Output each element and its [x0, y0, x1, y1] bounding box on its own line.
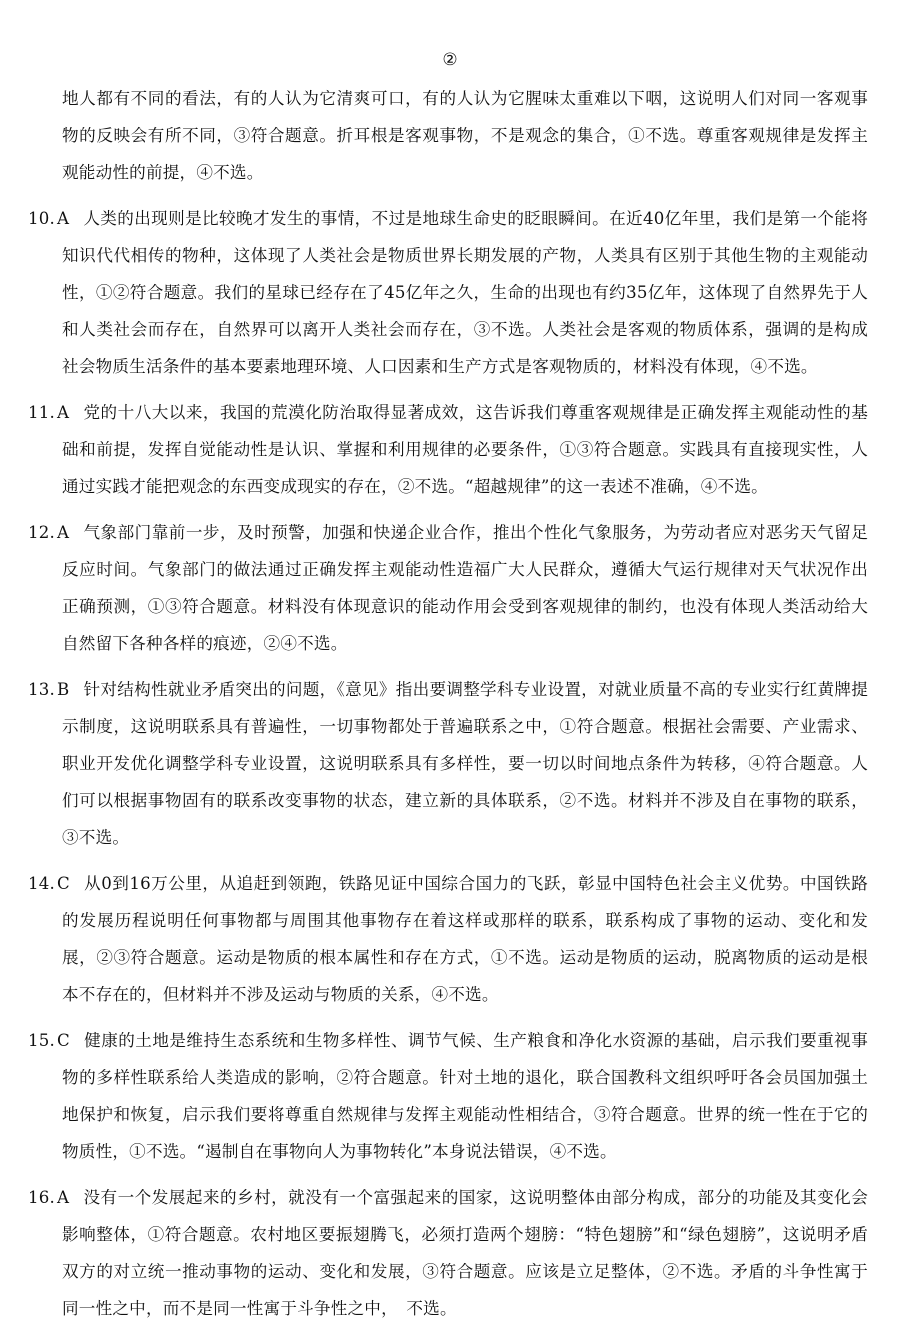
question-number: 10. — [28, 209, 55, 228]
explanation-text: 气象部门靠前一步，及时预警，加强和快递企业合作，推出个性化气象服务，为劳动者应对恶劣天气留足反应时间。气象部门的做法通过正确发挥主观能动性造福广大人民群众，遵循大气运行规律对天气状况作出正确预测，①③符合题意。材料没有体现意识的能动作用会受到客观规律的制约，也没有体现人类活动给大自然留下各种各样的痕迹，②④不选。 — [62, 523, 868, 653]
question-number: 15. — [28, 1031, 55, 1050]
question-number: 13. — [28, 680, 55, 699]
question-number: 16. — [28, 1188, 55, 1207]
answer-letter: C — [57, 1031, 70, 1050]
answer-content — [28, 80, 868, 1336]
question-number: 11. — [28, 403, 55, 422]
answer-item-10 — [28, 200, 868, 385]
question-number: 14. — [28, 874, 55, 893]
answer-letter: A — [57, 209, 70, 228]
answer-item-11 — [28, 394, 868, 505]
answer-letter: C — [57, 874, 70, 893]
explanation-text: 党的十八大以来，我国的荒漠化防治取得显著成效，这告诉我们尊重客观规律是正确发挥主观能动性的基础和前提，发挥自觉能动性是认识、掌握和利用规律的必要条件，①③符合题意。实践具有直接现实性，人通过实践才能把观念的东西变成现实的存在，②不选。“超越规律”的这一表述不准确，④不选。 — [62, 403, 868, 496]
answer-item-12 — [28, 514, 868, 662]
answer-letter: B — [57, 680, 70, 699]
answer-item-14 — [28, 865, 868, 1013]
answer-item-15 — [28, 1022, 868, 1170]
explanation-text: 针对结构性就业矛盾突出的问题，《意见》指出要调整学科专业设置，对就业质量不高的专业实行红黄牌提示制度，这说明联系具有普遍性，一切事物都处于普遍联系之中，①符合题意。根据社会需要、产业需求、职业开发优化调整学科专业设置，这说明联系具有多样性，要一切以时间地点条件为转移，④符合题意。人们可以根据事物固有的联系改变事物的状态，建立新的具体联系，②不选。材料并不涉及自在事物的联系，③不选。 — [62, 680, 868, 847]
question-number: 12. — [28, 523, 55, 542]
explanation-text: 人类的出现则是比较晚才发生的事情，不过是地球生命史的眨眼瞬间。在近40亿年里，我们是第一个能将知识代代相传的物种，这体现了人类社会是物质世界长期发展的产物，人类具有区别于其他生物的主观能动性，①②符合题意。我们的星球已经存在了45亿年之久，生命的出现也有约35亿年，这体现了自然界先于人和人类社会而存在，自然界可以离开人类社会而存在，③不选。人类社会是客观的物质体系，强调的是构成社会物质生活条件的基本要素地理环境、人口因素和生产方式是客观物质的，材料没有体现，④不选。 — [62, 209, 868, 376]
answer-letter: A — [57, 1188, 70, 1207]
answer-letter: A — [57, 403, 70, 422]
continuation-paragraph: 地人都有不同的看法，有的人认为它清爽可口，有的人认为它腥味太重难以下咽，这说明人们对同一客观事物的反映会有所不同，③符合题意。折耳根是客观事物，不是观念的集合，①不选。尊重客观规律是发挥主观能动性的前提，④不选。 — [62, 89, 868, 182]
explanation-text: 没有一个发展起来的乡村，就没有一个富强起来的国家，这说明整体由部分构成，部分的功能及其变化会影响整体，①符合题意。农村地区要振翅腾飞，必须打造两个翅膀：“特色翅膀”和“绿色翅膀”，这说明矛盾双方的对立统一推动事物的运动、变化和发展，③符合题意。应该是立足整体，②不选。矛盾的斗争性寓于同一性之中，而不是同一性寓于斗争性之中， 不选。 — [62, 1188, 868, 1318]
explanation-text: 从0到16万公里，从追赶到领跑，铁路见证中国综合国力的飞跃，彰显中国特色社会主义优势。中国铁路的发展历程说明任何事物都与周围其他事物存在着这样或那样的联系，联系构成了事物的运动、变化和发展，②③符合题意。运动是物质的根本属性和存在方式，①不选。运动是物质的运动，脱离物质的运动是根本不存在的，但材料并不涉及运动与物质的关系，④不选。 — [62, 874, 868, 1004]
explanation-text: 健康的土地是维持生态系统和生物多样性、调节气候、生产粮食和净化水资源的基础，启示我们要重视事物的多样性联系给人类造成的影响，②符合题意。针对土地的退化，联合国教科文组织呼吁各会员国加强土地保护和恢复，启示我们要将尊重自然规律与发挥主观能动性相结合，③符合题意。世界的统一性在于它的物质性，①不选。“遏制自在事物向人为事物转化”本身说法错误，④不选。 — [62, 1031, 868, 1161]
answer-letter: A — [57, 523, 70, 542]
answer-item-16 — [28, 1179, 868, 1327]
answer-item-13 — [28, 671, 868, 856]
page-number: ② — [442, 50, 458, 70]
